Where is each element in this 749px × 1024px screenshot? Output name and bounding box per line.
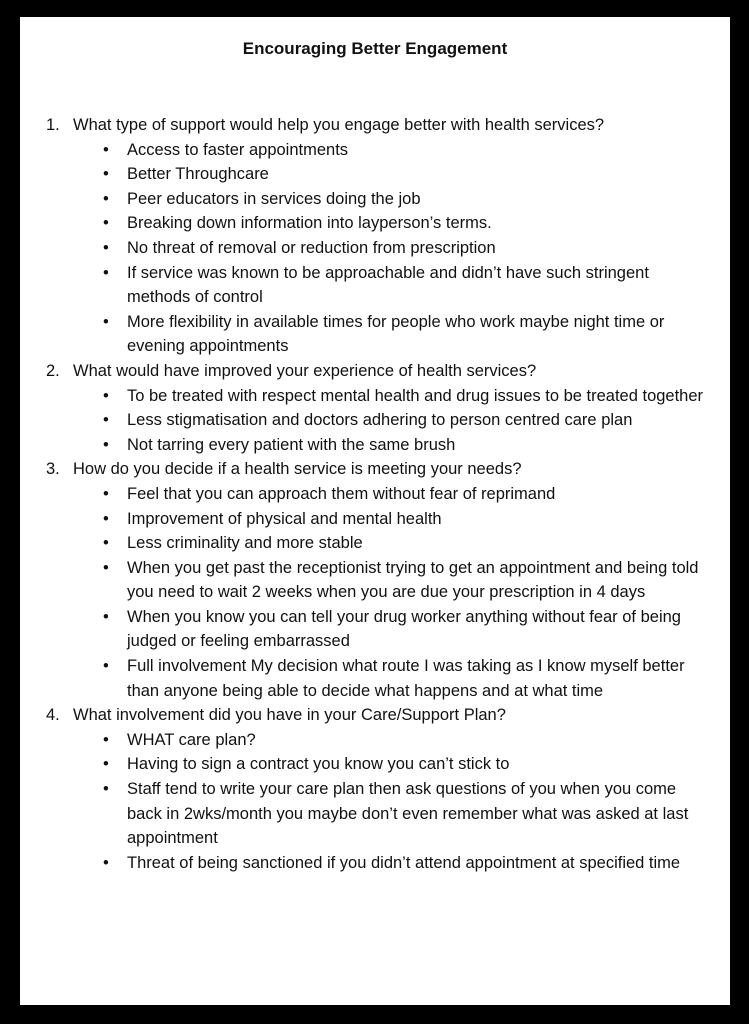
answer-text: Feel that you can approach them without fear of reprimand [127, 484, 556, 503]
answer-list [73, 384, 706, 458]
answer-text: Breaking down information into layperson’s terms. [127, 214, 492, 233]
answer-item [103, 187, 706, 212]
bullet-icon: • [103, 558, 109, 577]
document-title: Encouraging Better Engagement [242, 39, 508, 58]
answer-text: Threat of being sanctioned if you didn’t attend appointment at specified time [127, 853, 681, 872]
question-number: 3. [46, 460, 60, 479]
answer-text: Having to sign a contract you know you can’t stick to [127, 755, 510, 774]
bullet-icon: • [103, 730, 109, 749]
answer-item [103, 310, 706, 359]
answer-item [103, 654, 706, 703]
bullet-icon: • [103, 509, 109, 528]
answer-item [103, 482, 706, 507]
question-text: What would have improved your experience of health services? [73, 361, 537, 380]
answer-text: Improvement of physical and mental health [127, 509, 442, 528]
answer-list [73, 728, 706, 876]
answer-text: When you know you can tell your drug worker anything without fear of being judged or feeling embarrassed [127, 607, 681, 651]
bullet-icon: • [103, 435, 109, 454]
answer-item [103, 851, 706, 876]
bullet-icon: • [103, 607, 109, 626]
answer-text: To be treated with respect mental health and drug issues to be treated together [127, 386, 704, 405]
bullet-icon: • [103, 853, 109, 872]
bullet-icon: • [103, 411, 109, 430]
answer-item [103, 236, 706, 261]
question-number: 4. [46, 706, 60, 725]
question-text: What type of support would help you engage better with health services? [73, 116, 605, 134]
answer-item [103, 556, 706, 605]
bullet-icon: • [103, 140, 109, 159]
answer-text: Access to faster appointments [127, 140, 349, 159]
bullet-icon: • [103, 214, 109, 233]
answer-item [103, 531, 706, 556]
bullet-icon: • [103, 312, 109, 331]
answer-item [103, 507, 706, 532]
bullet-icon: • [103, 755, 109, 774]
question-text: What involvement did you have in your Care/Support Plan? [73, 706, 506, 725]
answer-text: Not tarring every patient with the same brush [127, 435, 456, 454]
answer-item [103, 777, 706, 851]
answer-item [103, 261, 706, 310]
bullet-icon: • [103, 386, 109, 405]
question-list [46, 113, 706, 875]
bullet-icon: • [103, 165, 109, 184]
answer-item [103, 433, 706, 458]
answer-text: When you get past the receptionist trying to get an appointment and being told you need to wait 2 weeks when you are due your prescription in 4 days [127, 558, 699, 602]
answer-text: Less stigmatisation and doctors adhering to person centred care plan [127, 411, 633, 430]
answer-item [103, 162, 706, 187]
answer-item [103, 384, 706, 409]
answer-item [103, 138, 706, 163]
bullet-icon: • [103, 189, 109, 208]
bullet-icon: • [103, 657, 109, 676]
bullet-icon: • [103, 534, 109, 553]
question-text: How do you decide if a health service is meeting your needs? [73, 460, 522, 479]
question-number: 1. [46, 116, 60, 134]
answer-list [73, 482, 706, 703]
question-item [46, 113, 706, 359]
answer-item [103, 211, 706, 236]
answer-text: If service was known to be approachable and didn’t have such stringent methods of control [127, 263, 649, 307]
answer-text: Better Throughcare [127, 165, 269, 184]
answer-item [103, 728, 706, 753]
question-number: 2. [46, 361, 60, 380]
bullet-icon: • [103, 238, 109, 257]
answer-item [103, 408, 706, 433]
question-item [46, 703, 706, 875]
bullet-icon: • [103, 263, 109, 282]
answer-text: More flexibility in available times for people who work maybe night time or evening appointments [127, 312, 665, 356]
answer-text: Staff tend to write your care plan then ask questions of you when you come back in 2wks/month you maybe don’t even remember what was asked at last appointment [127, 780, 689, 848]
answer-text: WHAT care plan? [127, 730, 256, 749]
answer-item [103, 605, 706, 654]
bullet-icon: • [103, 484, 109, 503]
answer-text: Less criminality and more stable [127, 534, 363, 553]
answer-list [73, 138, 706, 359]
bullet-icon: • [103, 780, 109, 799]
document-page [20, 17, 730, 1005]
answer-text: Peer educators in services doing the job [127, 189, 421, 208]
question-item [46, 457, 706, 703]
answer-text: Full involvement My decision what route I was taking as I know myself better than anyone being able to decide what happens and at what time [127, 657, 685, 700]
question-item [46, 359, 706, 457]
answer-text: No threat of removal or reduction from prescription [127, 238, 496, 257]
answer-item [103, 752, 706, 777]
